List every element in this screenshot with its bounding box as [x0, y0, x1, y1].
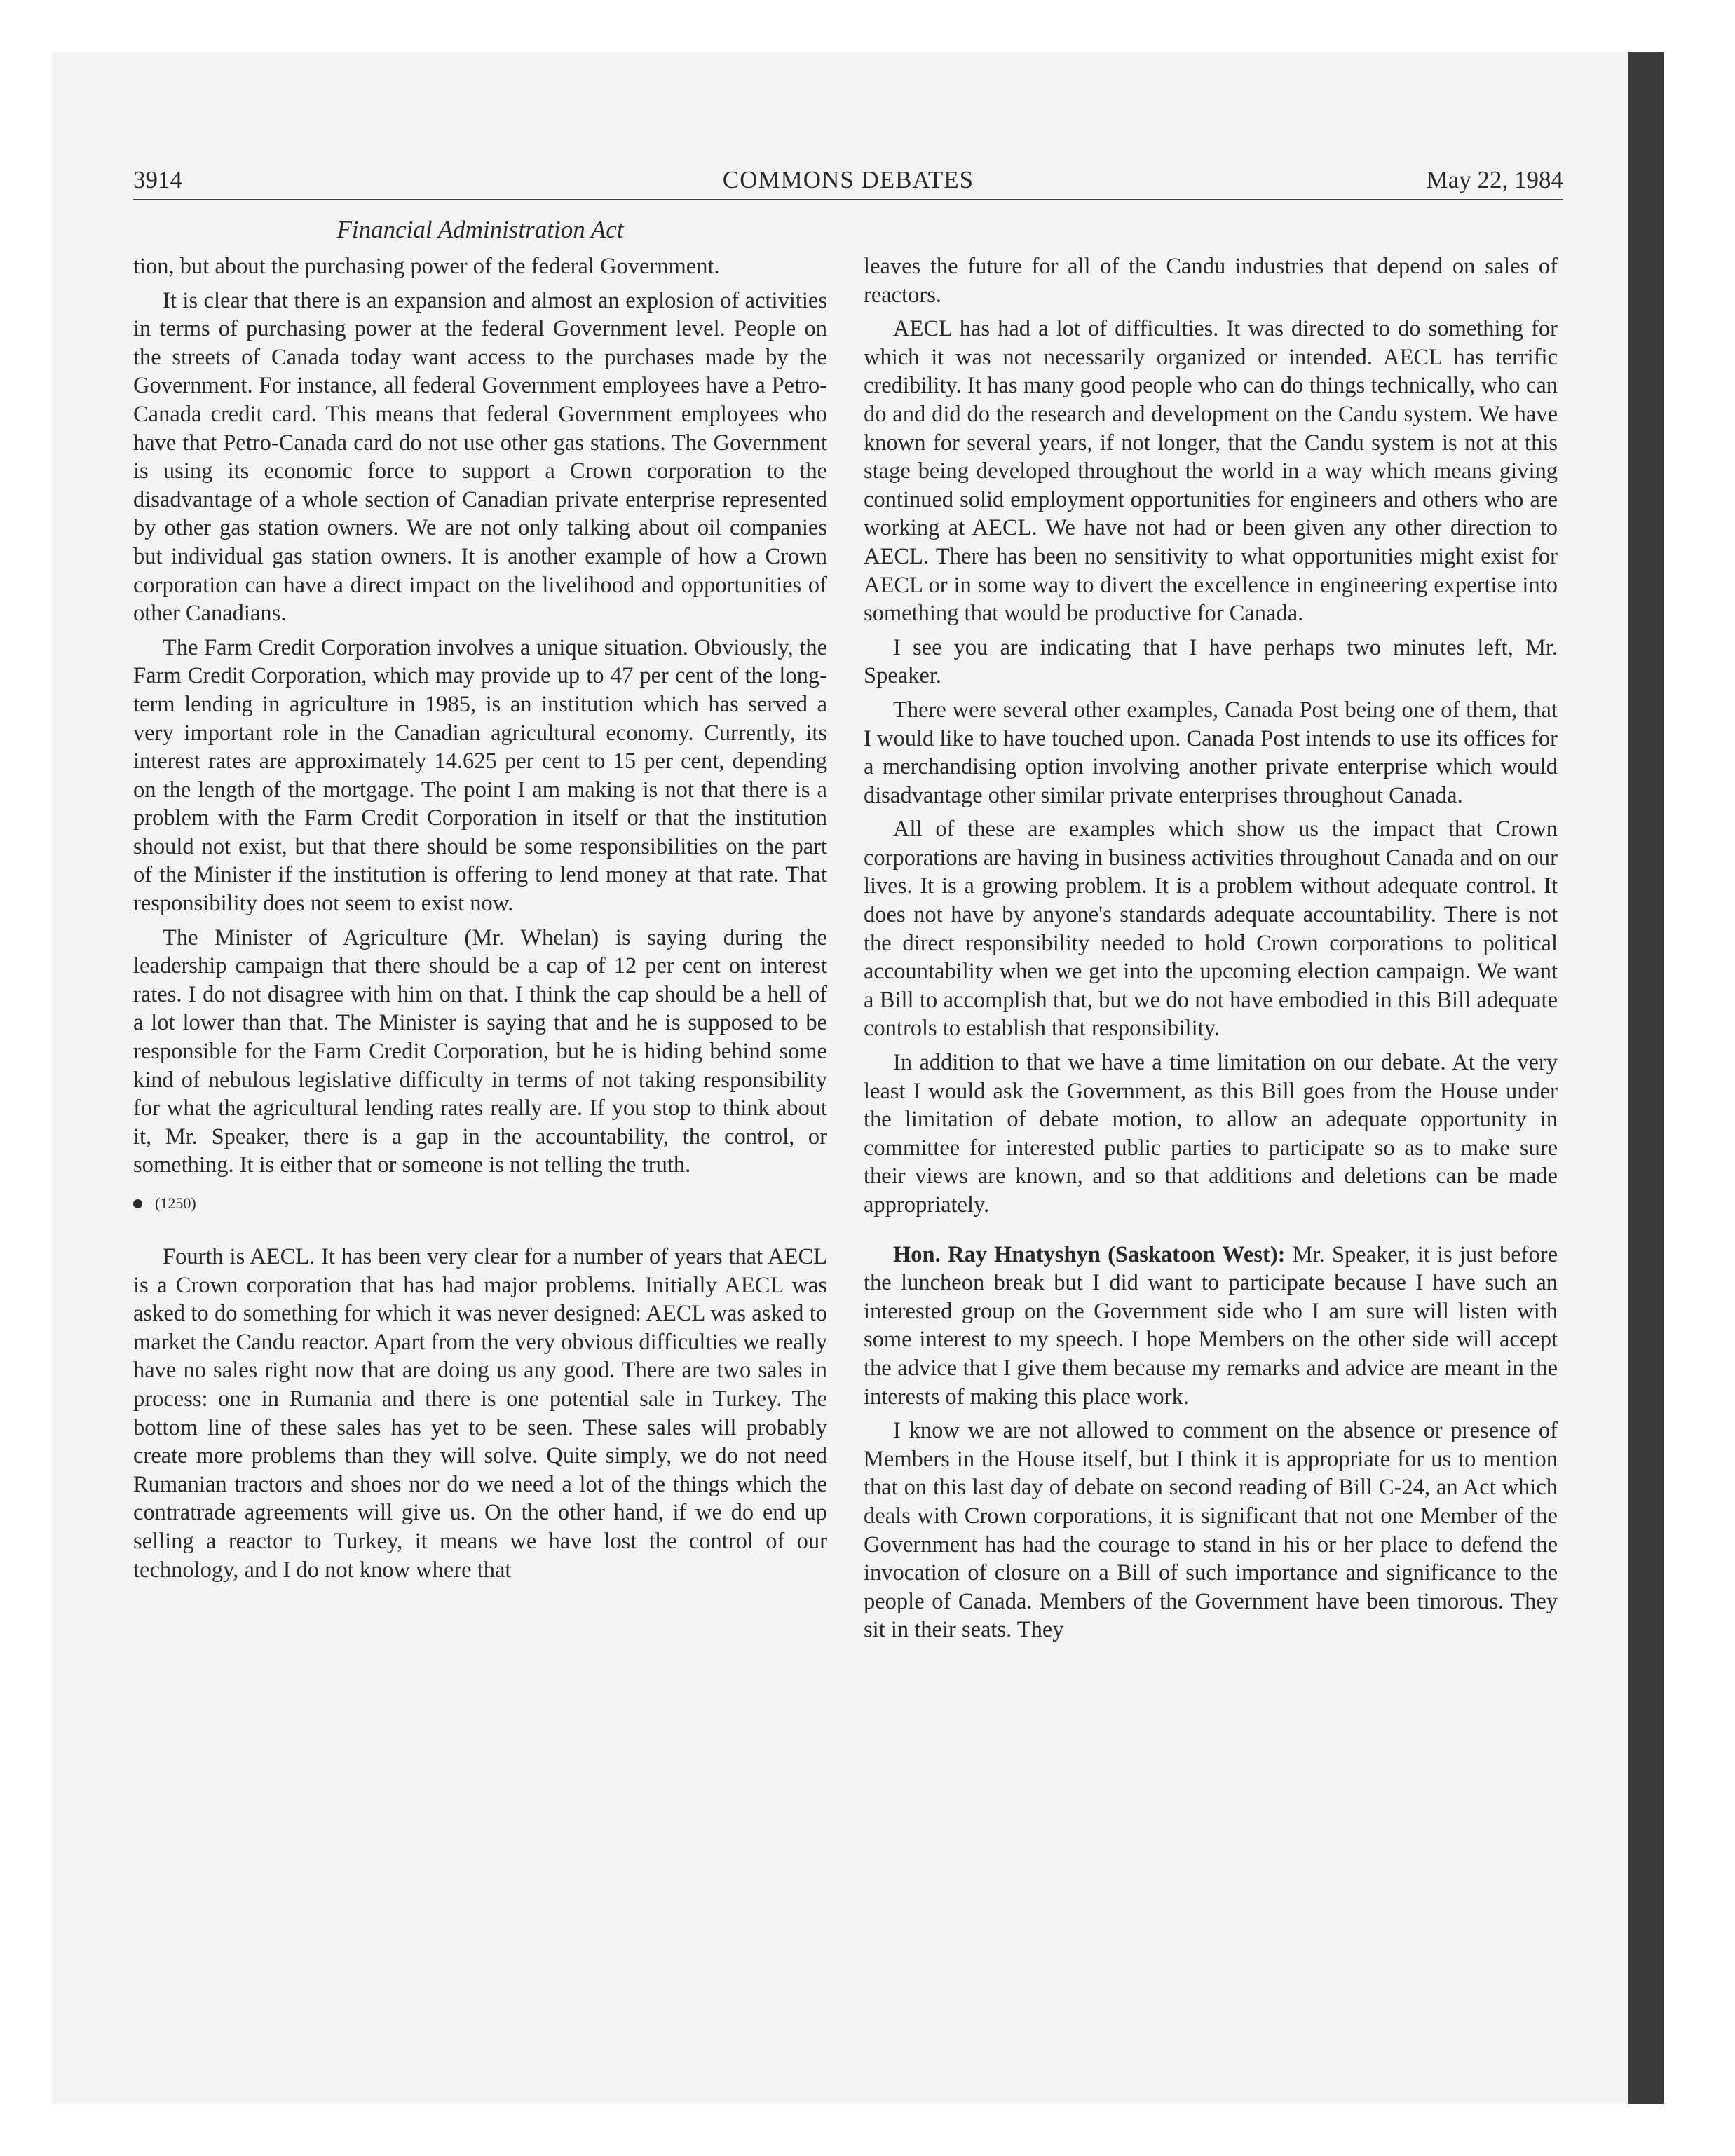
paragraph: There were several other examples, Canada Post being one of them, that I would like to have touched upon. Canada Post intends to use its offices for a merchandising option involving another private enterprise which would disadvantage other similar private enterprises throughout Canada. — [864, 697, 1558, 808]
speech-text: Mr. Speaker, it is just before the luncheon break but I did want to participate because I have such an interested group on the Government side who I am sure will listen with some interest to my speech. I hope Members on the other side will accept the advice that I give them because my remarks and advice are meant in the interests of making this place work. — [864, 1241, 1558, 1410]
running-head: Financial Administration Act — [336, 216, 624, 243]
time-marker-label: (1250) — [155, 1194, 196, 1212]
paragraph: AECL has had a lot of difficulties. It was directed to do something for which it was not necessarily organized or intended. AECL has terrific credibility. It has many good people who can do things technically, who can do and did do the research and development on the Candu system. We have known for several years, if not longer, that the Candu system is not at this stage being developed throughout the world in a way which means giving continued solid employment opportunities for engineers and others who are working at AECL. We have not had or been given any other direction to AECL. There has been no sensitivity to what opportunities might exist for AECL or in some way to divert the excellence in engineering expertise into something that would be productive for Canada. — [864, 316, 1558, 627]
paragraph: I know we are not allowed to comment on the absence or presence of Members in the House itself, but I think it is appropriate for us to mention that on this last day of debate on second reading of Bill C-24, an Act which deals with Crown corporations, it is significant that not one Member of the Government has had the courage to stand in his or her place to defend the invocation of closure on a Bill of such importance and significance to the people of Canada. Members of the Government have been timorous. They sit in their seats. They — [864, 1418, 1558, 1643]
speaker-paragraph — [864, 1241, 1558, 1412]
speaker-name: Hon. Ray Hnatyshyn (Saskatoon West): — [893, 1241, 1286, 1267]
paragraph: All of these are examples which show us the impact that Crown corporations are having in business activities throughout Canada and on our lives. It is a growing problem. It is a problem without adequate control. It does not have by anyone's standards adequate accountability. There is not the direct responsibility needed to hold Crown corporations to political accountability when we get into the upcoming election campaign. We want a Bill to accomplish that, but we do not have embodied in this Bill adequate controls to establish that responsibility. — [864, 817, 1558, 1042]
right-column — [864, 252, 1558, 1650]
paragraph: Fourth is AECL. It has been very clear for a number of years that AECL is a Crown corporation that has had major problems. Initially AECL was asked to do something for which it was never designed: AECL was asked to market the Candu reactor. Apart from the very obvious difficulties we really have no sales right now that are doing us any good. There are two sales in process: one in Rumania and there is one potential sale in Turkey. The bottom line of these sales has yet to be seen. These sales will probably create more problems than they will solve. Quite simply, we do not need Rumanian tractors and shoes nor do we need a lot of the things which the contratrade agreements will give us. On the other hand, if we do end up selling a reactor to Turkey, it means we have lost the control of our technology, and I do not know where that — [133, 1244, 827, 1583]
paragraph: tion, but about the purchasing power of the federal Government. — [133, 254, 720, 279]
page-date: May 22, 1984 — [1426, 166, 1563, 193]
page-number: 3914 — [133, 166, 182, 193]
paragraph: I see you are indicating that I have perhaps two minutes left, Mr. Speaker. — [864, 634, 1558, 689]
page-header — [133, 163, 1563, 200]
paragraph: The Minister of Agriculture (Mr. Whelan) is saying during the leadership campaign that there should be a cap of 12 per cent on interest rates. I do not disagree with him on that. I think the cap should be a hell of a lot lower than that. The Minister is saying that and he is supposed to be responsible for the Farm Credit Corporation, but he is hiding behind some kind of nebulous legislative difficulty in terms of not taking responsibility for what the agricultural lending rates really are. If you stop to think about it, Mr. Speaker, there is a gap in the accountability, the control, or something. It is either that or someone is not telling the truth. — [133, 925, 827, 1178]
scan-edge-bar — [1628, 52, 1664, 2104]
paragraph: In addition to that we have a time limitation on our debate. At the very least I would ask the Government, as this Bill goes from the House under the limitation of debate motion, to allow an adequate opportunity in committee for interested public parties to participate so as to make sure their views are known, and so that additions and deletions can be made appropriately. — [864, 1050, 1558, 1217]
paragraph: The Farm Credit Corporation involves a unique situation. Obviously, the Farm Credit Corporation, which may provide up to 47 per cent of the long-term lending in agriculture in 1985, is an institution which has served a very important role in the Canadian agricultural economy. Currently, its interest rates are approximately 14.625 per cent to 15 per cent, depending on the length of the mortgage. The point I am making is not that there is a problem with the Farm Credit Corporation in itself or that the institution should not exist, but that there should be some responsibilities on the part of the Minister if the institution is offering to lend money at that rate. That responsibility does not seem to exist now. — [133, 634, 827, 917]
bullet-icon — [133, 1199, 142, 1208]
paragraph: It is clear that there is an expansion and almost an explosion of activities in terms of purchasing power at the federal Government level. People on the streets of Canada today want access to the purchases made by the Government. For instance, all federal Government employees have a Petro-Canada credit card. This means that federal Government employees who have that Petro-Canada card do not use other gas stations. The Government is using its economic force to support a Crown corporation to the disadvantage of a whole section of Canadian private enterprise represented by other gas station owners. We are not only talking about oil companies but individual gas station owners. It is another example of how a Crown corporation can have a direct impact on the livelihood and opportunities of other Canadians. — [133, 287, 827, 627]
time-marker — [133, 1189, 827, 1217]
left-column — [133, 252, 827, 1590]
paragraph: leaves the future for all of the Candu industries that depend on sales of reactors. — [864, 254, 1558, 308]
publication-title: COMMONS DEBATES — [722, 166, 974, 193]
